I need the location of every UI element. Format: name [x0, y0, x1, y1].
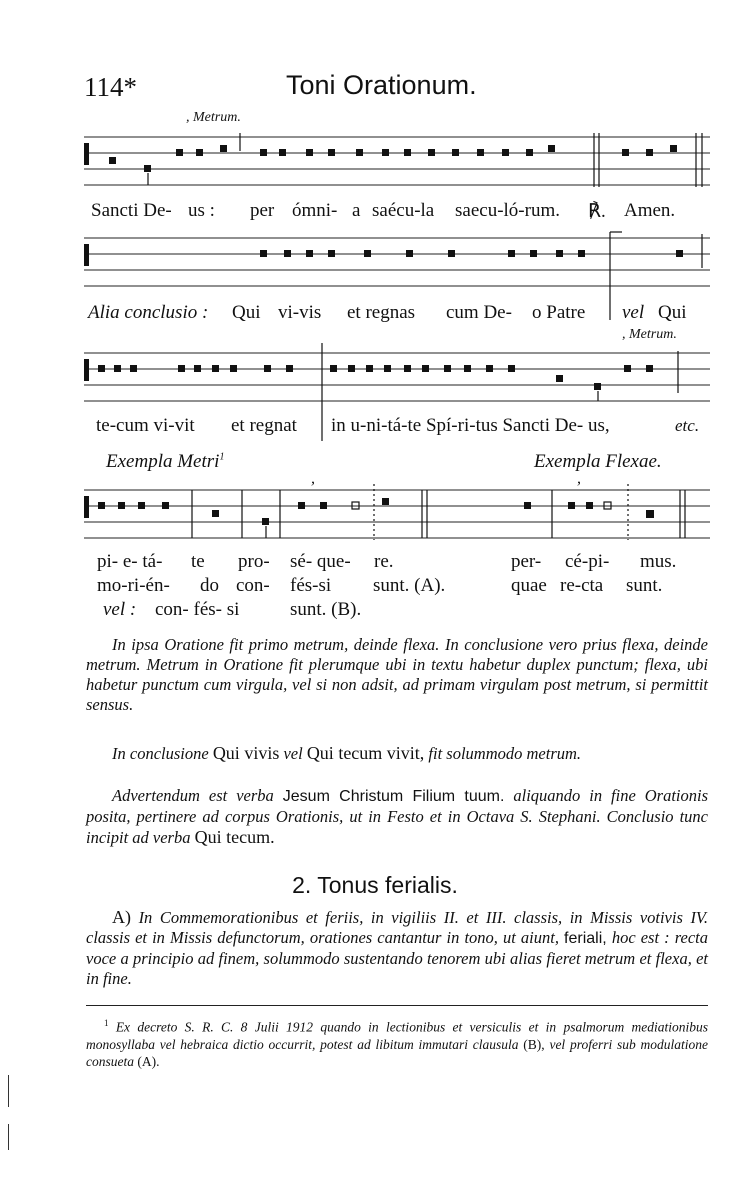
breath-mark: ,: [622, 327, 626, 342]
lyric-2-qui: Qui: [658, 302, 687, 323]
lyric-1-5: a: [352, 200, 361, 221]
breath-mark: ,: [577, 470, 581, 487]
lyric-1-2: us :: [188, 200, 215, 221]
lyric-3-1: te-cum vi-vit: [96, 415, 195, 436]
music-staff-3: [84, 345, 710, 409]
music-staff-1: [84, 133, 710, 189]
breath-mark: ,: [311, 470, 315, 487]
flexa-1-3: mus.: [640, 551, 677, 572]
example-1-3: pro-: [238, 551, 270, 572]
lyric-3-3: in u-ni-tá-te Spí-ri-tus Sancti De- us,: [331, 415, 610, 436]
response-symbol: ℟.: [588, 201, 606, 222]
etc-label: etc.: [675, 416, 700, 435]
example-3-vel: vel :: [103, 599, 137, 620]
flexa-2-3: sunt.: [626, 575, 663, 596]
lyric-1-amen: Amen.: [624, 200, 676, 221]
paragraph-rules: In ipsa Oratione fit primo metrum, deinde flexa. In conclusione vero prius flexa, deinde metrum. Metrum in Oratione fit plerumque ubi in textu habetur duplex punctum; flexa, ubi habetur punctum cum virgula, vel si non adsit, ad primam virgulam post metrum, si permittit sensus.: [86, 635, 708, 714]
scan-margin-mark: [8, 1075, 9, 1107]
example-1-4: sé- que-: [290, 551, 351, 572]
music-staff-examples: [84, 484, 710, 540]
example-2-5: sunt. (A).: [373, 575, 446, 596]
lyric-1-6: saécu-la: [372, 200, 435, 221]
example-2-1: mo-ri-én-: [97, 575, 170, 596]
page-title: Toni Orationum.: [286, 70, 477, 100]
breath-mark: ,: [186, 110, 190, 125]
metrum-label-2: , Metrum.: [622, 327, 677, 342]
paragraph-advertendum: Advertendum est verba Jesum Christum Filium tuum. aliquando in fine Orationis posita, pertinere ad corpus Orationis, ut in Festo et in Octava S. Stephani. Conclusio tunc incipit ad verba Qui tecum.: [86, 786, 709, 847]
footnote-divider: [86, 1005, 708, 1006]
exempla-metri-label: Exempla Metri$^1$: [106, 451, 225, 472]
example-1-1: pi- e- tá-: [97, 551, 163, 572]
vel-label: vel: [622, 302, 645, 323]
example-3-2: sunt. (B).: [290, 599, 362, 620]
example-2-3: con-: [236, 575, 270, 596]
lyric-1-3: per: [250, 200, 275, 221]
example-1-2: te: [191, 551, 205, 572]
lyric-2-2: vi-vis: [278, 302, 322, 323]
music-staff-2: [84, 234, 710, 294]
lyric-2-5: o Patre: [532, 302, 586, 323]
footnote: $^1$ Ex decreto S. R. C. 8 Julii 1912 quando in lectionibus et versiculis et in psalmorum mediationibus monosyllaba vel hebraica dictio occurrit, potest ad libitum immutari clausula (B), vel proferri sub modulatione consueta (A).: [86, 1018, 709, 1069]
alia-conclusio-label: Alia conclusio :: [88, 302, 209, 323]
lyric-3-2: et regnat: [231, 415, 297, 436]
flexa-2-1: quae: [511, 575, 547, 596]
lyric-2-1: Qui: [232, 302, 261, 323]
example-1-5: re.: [374, 551, 394, 572]
paragraph-conclusion: In conclusione Qui vivis vel Qui tecum vivit, fit solummodo metrum.: [112, 743, 582, 763]
footnote-ref: 1: [219, 451, 225, 463]
flexa-1-1: per-: [511, 551, 542, 572]
paragraph-ferialis: A) In Commemorationibus et feriis, in vigiliis II. et III. classis, in Missis votivis IV. classis et in Missis defunctorum, orationes cantantur in tono, ut aiunt, feriali, hoc est : recta voce a principio ad finem, solummodo sustentando tenorem ubi alias fieret metrum et flexa, et in fine.: [86, 907, 709, 988]
lyric-1-7: saecu-ló-rum.: [455, 200, 560, 221]
section-heading: 2. Tonus ferialis.: [292, 872, 458, 898]
example-3-1: con- fés- si: [155, 599, 240, 620]
metrum-label-1: , Metrum.: [186, 110, 241, 125]
lyric-2-3: et regnas: [347, 302, 416, 323]
lyric-1-1: Sancti De-: [91, 200, 172, 221]
example-2-4: fés-si: [290, 575, 332, 596]
flexa-1-2: cé-pi-: [565, 551, 610, 572]
page-number: 114*: [84, 72, 137, 102]
flexa-2-2: re-cta: [560, 575, 604, 596]
example-2-2: do: [200, 575, 219, 596]
scan-margin-mark: [8, 1124, 9, 1150]
lyric-1-4: ómni-: [292, 200, 338, 221]
exempla-flexae-label: Exempla Flexae.: [534, 451, 662, 472]
lyric-2-4: cum De-: [446, 302, 512, 323]
